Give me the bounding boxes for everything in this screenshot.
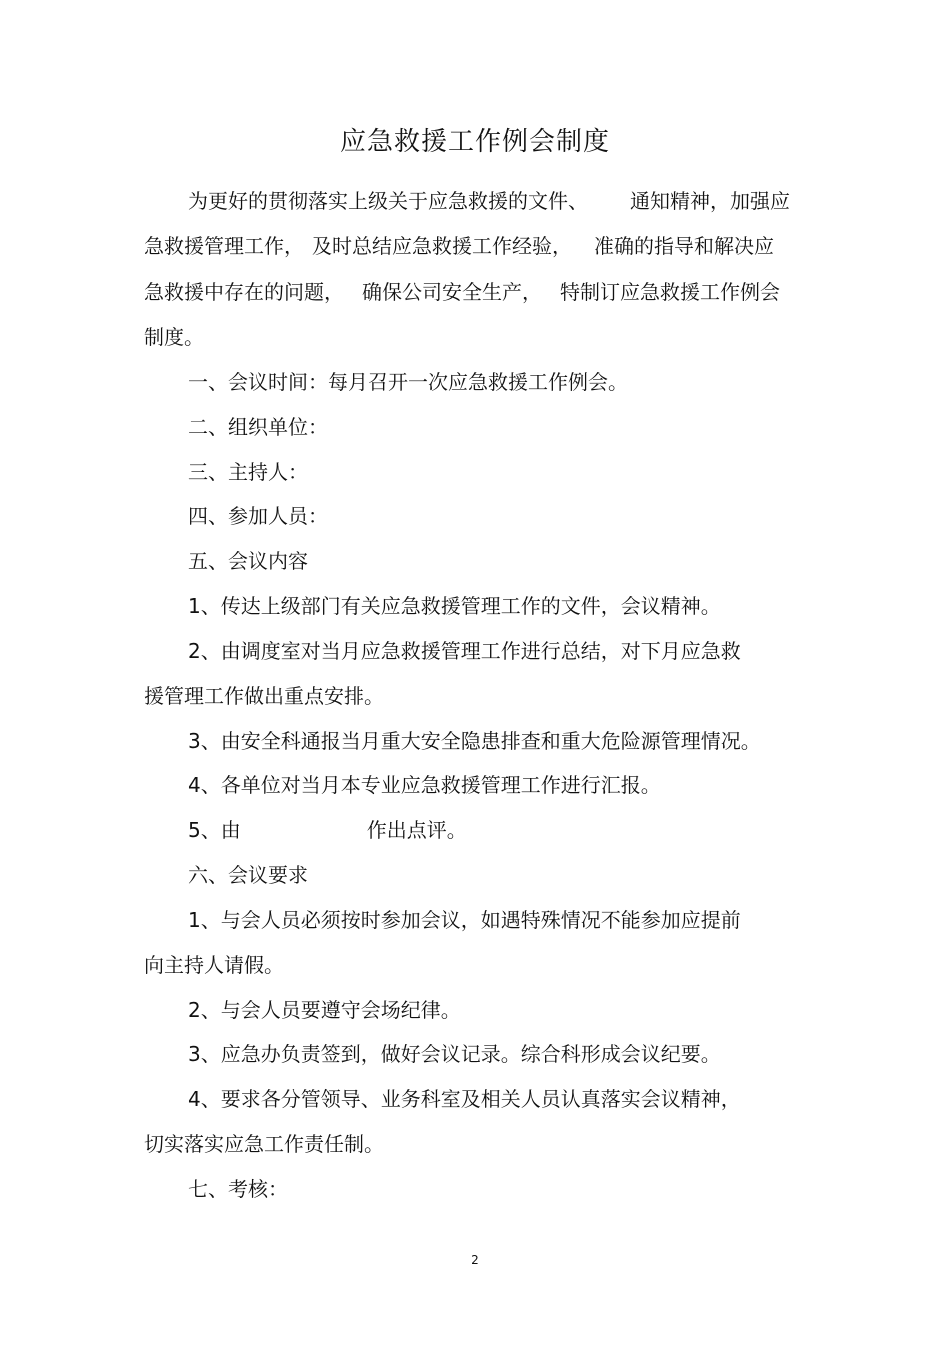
section-assessment: 七、考核： — [188, 1177, 288, 1201]
intro-text: 通知精神，加强应 — [630, 189, 790, 213]
content-item-2-cont: 援管理工作做出重点安排。 — [144, 684, 384, 708]
intro-line-3 — [144, 277, 780, 307]
section-meeting-requirements: 六、会议要求 — [188, 863, 308, 887]
intro-line-1 — [188, 186, 790, 216]
section-meeting-content: 五、会议内容 — [188, 549, 308, 573]
requirement-item-3: 3、应急办负责签到，做好会议记录。综合科形成会议纪要。 — [188, 1042, 721, 1066]
section-meeting-time: 一、会议时间：每月召开一次应急救援工作例会。 — [188, 370, 628, 394]
requirement-item-4-cont: 切实落实应急工作责任制。 — [144, 1132, 384, 1156]
requirement-item-2: 2、与会人员要遵守会场纪律。 — [188, 998, 461, 1022]
content-item-5 — [188, 815, 467, 845]
intro-text: 准确的指导和解决应 — [594, 234, 774, 258]
content-item-4: 4、各单位对当月本专业应急救援管理工作进行汇报。 — [188, 773, 661, 797]
content-text: 作出点评。 — [366, 818, 467, 842]
content-item-2: 2、由调度室对当月应急救援管理工作进行总结，对下月应急救 — [188, 639, 741, 663]
section-organizer: 二、组织单位： — [188, 415, 328, 439]
section-host: 三、主持人： — [188, 460, 308, 484]
intro-text: 急救援管理工作， — [144, 234, 304, 258]
intro-text: 急救援中存在的问题， — [144, 280, 344, 304]
intro-text: 及时总结应急救援工作经验， — [312, 234, 572, 258]
content-item-3: 3、由安全科通报当月重大安全隐患排查和重大危险源管理情况。 — [188, 729, 761, 753]
intro-text: 确保公司安全生产， — [362, 280, 542, 304]
intro-line-4: 制度。 — [144, 325, 204, 349]
intro-line-2 — [144, 231, 774, 261]
page-number: 2 — [471, 1253, 479, 1267]
intro-text: 特制订应急救援工作例会 — [560, 280, 780, 304]
requirement-item-1-cont: 向主持人请假。 — [144, 953, 284, 977]
intro-text: 为更好的贯彻落实上级关于应急救援的文件、 — [188, 189, 588, 213]
document-title: 应急救援工作例会制度 — [339, 127, 610, 157]
requirement-item-1: 1、与会人员必须按时参加会议，如遇特殊情况不能参加应提前 — [188, 908, 741, 932]
content-text: 5、由 — [188, 818, 241, 842]
content-item-1: 1、传达上级部门有关应急救援管理工作的文件，会议精神。 — [188, 594, 721, 618]
requirement-item-4: 4、要求各分管领导、业务科室及相关人员认真落实会议精神， — [188, 1087, 741, 1111]
section-participants: 四、参加人员： — [188, 504, 328, 528]
